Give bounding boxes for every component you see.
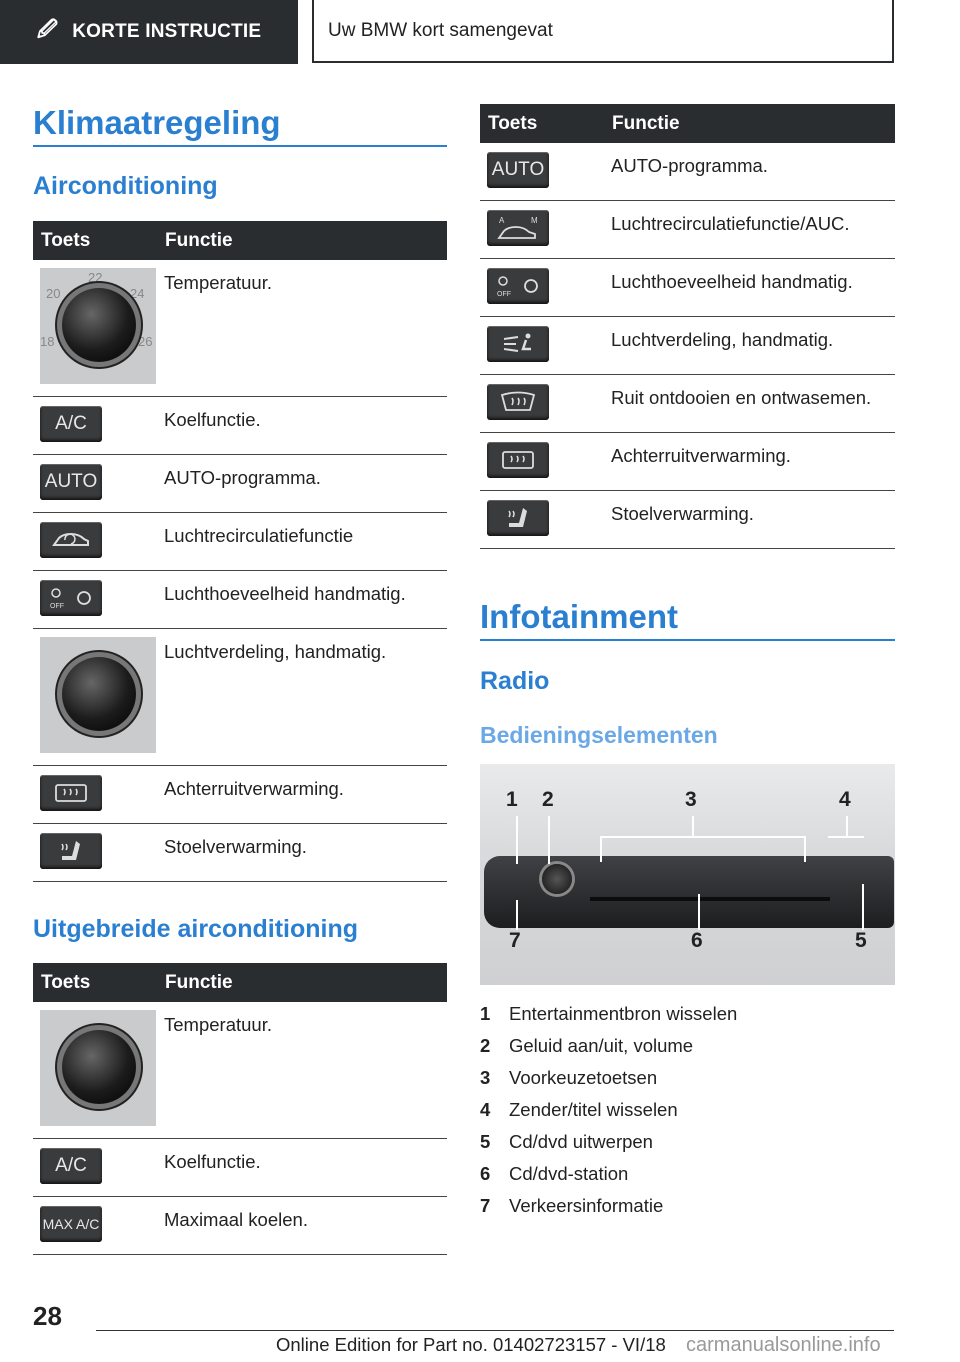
legend-number: 4 [480, 1099, 491, 1120]
row-func: Luchtverdeling, handmatig. [157, 629, 447, 766]
row-func: Luchtrecirculatiefunctie [157, 513, 447, 571]
row-func: Koelfunctie. [157, 1139, 447, 1197]
recirculation-icon [40, 522, 102, 558]
auto-button-icon: AUTO [487, 152, 549, 188]
watermark: carmanualsonline.info [686, 1334, 881, 1356]
header-title: Uw BMW kort samengevat [328, 19, 553, 41]
row-func: Luchthoeveelheid handmatig. [604, 259, 895, 317]
windshield-defrost-icon [487, 384, 549, 420]
knob-label: 24 [130, 286, 145, 301]
list-item [480, 1126, 737, 1158]
infotainment-rule [480, 639, 895, 641]
air-distribution-icon [487, 326, 549, 362]
table-row [480, 317, 895, 375]
air-distribution-knob-icon [40, 637, 156, 753]
airco-table [33, 221, 447, 882]
list-item [480, 1030, 737, 1062]
table-row [480, 143, 895, 201]
svg-text:A: A [499, 216, 505, 225]
table-header-row [480, 104, 895, 143]
table-row [33, 824, 447, 882]
ac-button-icon: A/C [40, 1148, 102, 1184]
right-table [480, 104, 895, 549]
volume-knob [542, 864, 572, 894]
col-key: Toets [33, 963, 157, 1002]
temperature-knob-icon [40, 268, 156, 384]
rear-defrost-icon [487, 442, 549, 478]
row-func: Ruit ontdooien en ontwasemen. [604, 375, 895, 433]
row-func: Achterruitverwarming. [604, 433, 895, 491]
header-tab [0, 0, 298, 64]
table-header-row [33, 963, 447, 1002]
col-key: Toets [33, 221, 157, 260]
edition-note: Online Edition for Part no. 01402723157 - VI/18 [276, 1334, 666, 1355]
table-row [480, 201, 895, 259]
legend-text: Entertainmentbron wisselen [509, 1003, 738, 1024]
svg-text:OFF: OFF [50, 603, 64, 610]
list-item [480, 1094, 737, 1126]
row-func: Luchthoeveelheid handmatig. [157, 571, 447, 629]
callout-label: 7 [509, 929, 521, 952]
legend-number: 5 [480, 1131, 491, 1152]
row-func: Temperatuur. [157, 260, 447, 397]
table-row [33, 629, 447, 766]
legend-number: 6 [480, 1163, 491, 1184]
table-row [480, 433, 895, 491]
header-title-box [312, 0, 894, 63]
callout-label: 3 [685, 788, 697, 811]
table-row [33, 571, 447, 629]
callout-label: 4 [839, 788, 851, 811]
legend-text: Zender/titel wisselen [509, 1099, 678, 1120]
knob-label: 26 [138, 334, 153, 349]
col-func: Functie [157, 221, 447, 260]
knob-label: 20 [46, 286, 61, 301]
row-func: Luchtverdeling, handmatig. [604, 317, 895, 375]
legend-text: Cd/dvd uitwerpen [509, 1131, 653, 1152]
row-func: Stoelverwarming. [157, 824, 447, 882]
auc-recirculation-icon [487, 210, 549, 246]
temperature-knob-icon [40, 1010, 156, 1126]
pin-icon: 🖉 [36, 19, 59, 41]
section-title: Klimaatregeling [33, 104, 281, 141]
row-func: Maximaal koelen. [157, 1197, 447, 1255]
list-item [480, 998, 737, 1030]
ac-button-icon: A/C [40, 406, 102, 442]
table-row [33, 1139, 447, 1197]
row-func: AUTO-programma. [157, 455, 447, 513]
list-item [480, 1190, 737, 1222]
row-func: Achterruitverwarming. [157, 766, 447, 824]
col-key: Toets [480, 104, 604, 143]
fan-off-icon [40, 580, 102, 616]
row-func: Temperatuur. [157, 1002, 447, 1139]
title-rule [33, 145, 447, 147]
seat-heating-icon [40, 833, 102, 869]
cd-slot [590, 897, 830, 901]
col-func: Functie [157, 963, 447, 1002]
seat-heating-icon [487, 500, 549, 536]
callout-label: 6 [691, 929, 703, 952]
controls-heading: Bedieningselementen [480, 722, 718, 748]
table-row [33, 766, 447, 824]
footer-rule [96, 1330, 894, 1331]
ext-airco-heading: Uitgebreide airconditioning [33, 915, 359, 943]
legend-number: 2 [480, 1035, 491, 1056]
legend-list [480, 998, 737, 1222]
airco-heading: Airconditioning [33, 172, 218, 200]
row-func: Luchtrecirculatiefunctie/AUC. [604, 201, 895, 259]
max-ac-button-icon: MAX A/C [40, 1206, 102, 1242]
knob-label: 22 [88, 270, 103, 285]
row-func: Koelfunctie. [157, 397, 447, 455]
callout-label: 2 [542, 788, 554, 811]
callout-label: 1 [506, 788, 518, 811]
legend-text: Geluid aan/uit, volume [509, 1035, 694, 1056]
row-func: Stoelverwarming. [604, 491, 895, 549]
legend-number: 7 [480, 1195, 491, 1216]
list-item [480, 1062, 737, 1094]
table-row [480, 259, 895, 317]
svg-text:OFF: OFF [497, 291, 511, 298]
legend-text: Cd/dvd-station [509, 1163, 629, 1184]
row-func: AUTO-programma. [604, 143, 895, 201]
legend-number: 3 [480, 1067, 491, 1088]
legend-number: 1 [480, 1003, 491, 1024]
table-row [480, 375, 895, 433]
rear-defrost-icon [40, 775, 102, 811]
table-header-row [33, 221, 447, 260]
page-number: 28 [33, 1301, 62, 1331]
auto-button-icon: AUTO [40, 464, 102, 500]
ext-airco-table [33, 963, 447, 1255]
svg-text:M: M [531, 216, 538, 225]
col-func: Functie [604, 104, 895, 143]
header-tab-label: KORTE INSTRUCTIE [72, 21, 262, 42]
table-row [33, 513, 447, 571]
knob-label: 18 [40, 334, 55, 349]
radio-panel [484, 856, 894, 928]
table-row [33, 1002, 447, 1139]
radio-heading: Radio [480, 667, 550, 695]
callout-label: 5 [855, 929, 867, 952]
table-row [33, 397, 447, 455]
table-row [33, 1197, 447, 1255]
fan-off-icon [487, 268, 549, 304]
infotainment-title: Infotainment [480, 598, 678, 635]
table-row [480, 491, 895, 549]
legend-text: Verkeersinformatie [509, 1195, 664, 1216]
table-row [33, 455, 447, 513]
legend-text: Voorkeuzetoetsen [509, 1067, 658, 1088]
table-row [33, 260, 447, 397]
radio-panel-photo [480, 764, 895, 985]
list-item [480, 1158, 737, 1190]
